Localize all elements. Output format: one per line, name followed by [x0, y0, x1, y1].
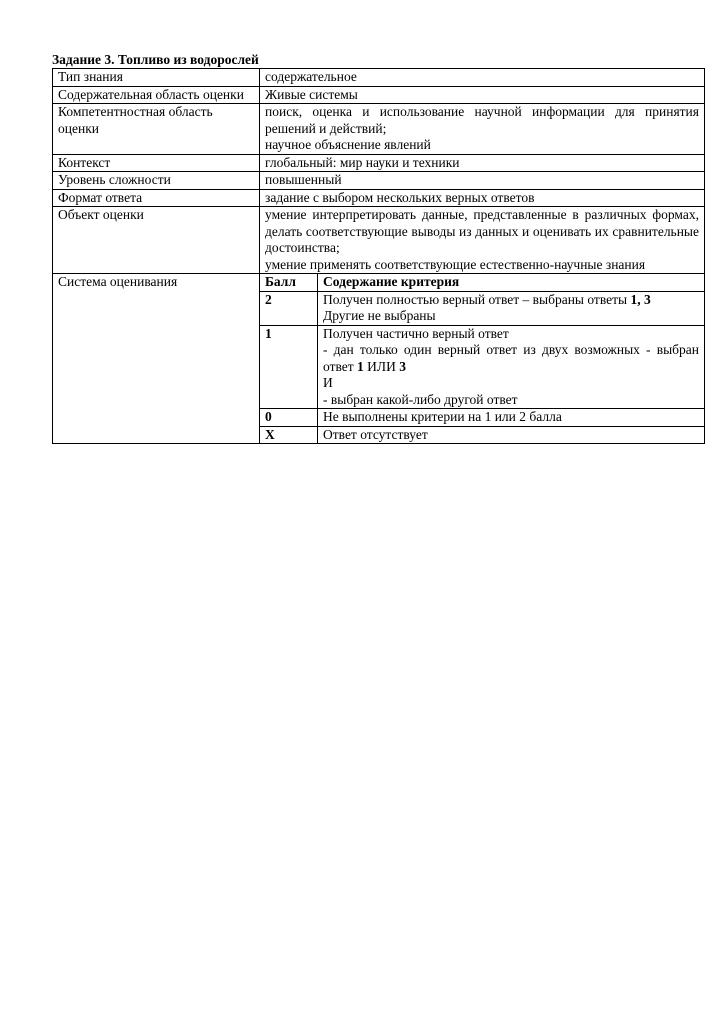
criterion-line: [323, 342, 699, 375]
criterion-text-part: ИЛИ: [363, 358, 400, 374]
row-label: Система оценивания: [53, 274, 260, 444]
value-line: умение интерпретировать данные, представленные в различных формах, делать соответствующие выводы из данных и оценивать их сравнительные достоинства;: [265, 207, 699, 255]
criterion-text: [318, 291, 705, 325]
criterion-line: - выбран какой-либо другой ответ: [323, 391, 518, 407]
criterion-text: [318, 325, 705, 409]
criterion-line: Другие не выбраны: [323, 308, 436, 323]
row-value: глобальный: мир науки и техники: [260, 154, 705, 172]
scoring-row-x: [260, 426, 704, 443]
table-row: [53, 207, 705, 274]
value-line: научное объяснение явлений: [265, 137, 431, 152]
row-label: Содержательная область оценки: [53, 86, 260, 104]
task-title: Задание 3. Топливо из водорослей: [52, 52, 259, 67]
score-column-header: Балл: [260, 274, 318, 291]
value-line: умение применять соответствующие естественно-научные знания: [265, 256, 646, 272]
criterion-answer-number: 3: [399, 358, 406, 374]
row-value: повышенный: [260, 172, 705, 190]
criterion-line: И: [323, 375, 333, 390]
table-row: [53, 274, 705, 444]
scoring-row-0: [260, 409, 704, 427]
criterion-answer-numbers: 1, 3: [630, 291, 651, 307]
row-label: Компетентностная область оценки: [53, 104, 260, 155]
scoring-row-1: [260, 325, 704, 409]
scoring-table: [260, 274, 704, 443]
score-value: 0: [260, 409, 318, 427]
scoring-row-2: [260, 291, 704, 325]
scoring-cell: [260, 274, 705, 444]
table-row: [53, 154, 705, 172]
row-value: содержательное: [260, 69, 705, 87]
row-label: Объект оценки: [53, 207, 260, 274]
row-label: Тип знания: [53, 69, 260, 87]
row-label: Формат ответа: [53, 189, 260, 207]
criterion-text: Не выполнены критерии на 1 или 2 балла: [318, 409, 705, 427]
score-value: 1: [260, 325, 318, 409]
row-value: задание с выбором нескольких верных ответов: [260, 189, 705, 207]
table-row: [53, 172, 705, 190]
criterion-answer-number: 1: [357, 358, 364, 374]
criterion-text: Ответ отсутствует: [318, 426, 705, 443]
row-value: Живые системы: [260, 86, 705, 104]
table-row: [53, 104, 705, 155]
table-row: [53, 189, 705, 207]
criterion-text-part: Получен полностью верный ответ – выбраны ответы: [323, 291, 631, 307]
criterion-text-part: - дан только один верный ответ из двух возможных - выбран ответ: [323, 342, 699, 374]
table-row: [53, 69, 705, 87]
document-page: [52, 52, 699, 444]
criterion-column-header: Содержание критерия: [318, 274, 705, 291]
task-specification-table: [52, 68, 705, 444]
row-label: Контекст: [53, 154, 260, 172]
table-row: [53, 86, 705, 104]
row-label: Уровень сложности: [53, 172, 260, 190]
score-value: 2: [260, 291, 318, 325]
scoring-header-row: [260, 274, 704, 291]
row-value: [260, 207, 705, 274]
score-value: X: [260, 426, 318, 443]
criterion-line: [323, 292, 699, 309]
value-line: поиск, оценка и использование научной информации для принятия решений и действий;: [265, 104, 699, 136]
row-value: [260, 104, 705, 155]
criterion-line: Получен частично верный ответ: [323, 325, 509, 341]
